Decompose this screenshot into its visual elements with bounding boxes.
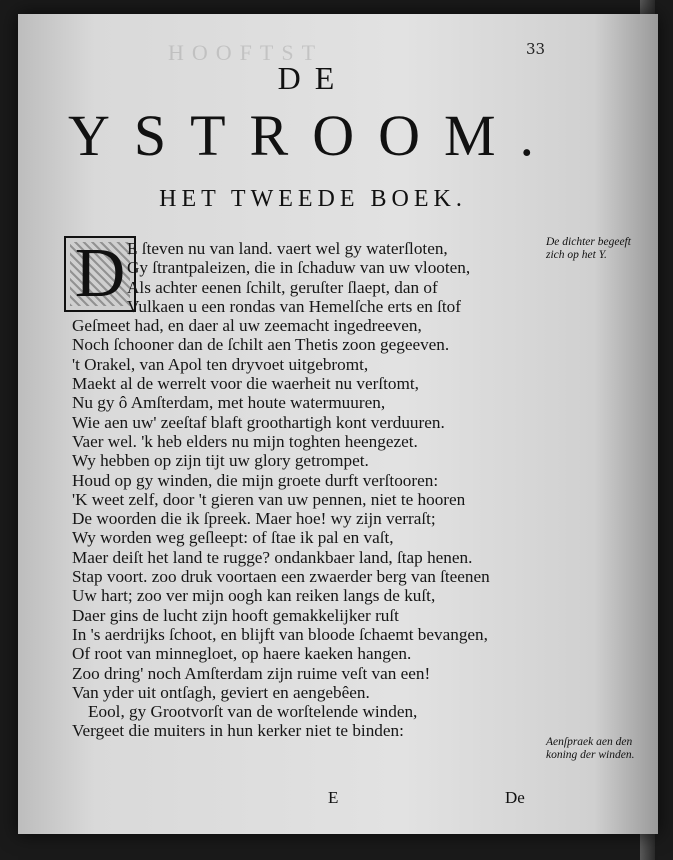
poem-line: Wy hebben op zijn tijt uw glory getrompet. [72, 451, 369, 471]
page-title: YSTROOM. [67, 103, 559, 168]
margin-note-address: Aenſpraek aen den koning der winden. [546, 736, 635, 761]
poem-line: 'K weet zelf, door 't gieren van uw pennen, niet te hooren [72, 489, 466, 509]
bleed-through-text: HOOFTST [168, 40, 324, 65]
poem-line: Maekt al de werrelt voor die waerheit nu verſtomt, [72, 374, 419, 394]
title-de: DE [277, 60, 349, 96]
poem-text [18, 239, 538, 741]
poem-line: Daer gins de lucht zijn hooft gemakkelijker ruſt [72, 605, 399, 625]
poem-line: Stap voort. zoo druk voortaen een zwaerder berg van ſteenen [72, 567, 490, 587]
poem-line: Of root van minnegloet, op haere kaeken hangen. [72, 644, 412, 664]
poem-line: Zoo dring' noch Amſterdam zijn ruime veſt van een! [72, 663, 431, 683]
poem-line: Als achter eenen ſchilt, geruſter ſlaept, dan of [127, 277, 438, 297]
poem-line: Uw hart; zoo ver mijn oogh kan reiken langs de kuſt, [72, 586, 436, 606]
poem-line: Wie aen uw' zeeſtaf blaft groothartigh kont verduuren. [72, 412, 445, 432]
signature-mark: E [328, 788, 339, 807]
poem-line: In 's aerdrijks ſchoot, en blijft van bloode ſchaemt bevangen, [72, 624, 488, 644]
poem-line: Maer deiſt het land te rugge? ondankbaer land, ſtap henen. [72, 547, 473, 567]
catchword: De [505, 788, 525, 807]
poem-line: De woorden die ik ſpreek. Maer hoe! wy zijn verraſt; [72, 509, 436, 529]
poem-line: Vulkaen u een rondas van Hemelſche erts en ſtof [127, 296, 461, 316]
poem-line: Vaer wel. 'k heb elders nu mijn toghten heengezet. [72, 431, 418, 451]
poem-line: Houd op gy winden, die mijn groete durft verſtooren: [72, 470, 439, 490]
margin-note-poet: De dichter begeeft zich op het Y. [546, 236, 631, 261]
poem-line: Eool, gy Grootvorſt van de worſtelende winden, [88, 702, 418, 722]
page-number: 33 [526, 40, 546, 58]
poem-line: Gy ſtrantpaleizen, die in ſchaduw van uw vlooten, [127, 258, 471, 278]
poem-line: Noch ſchooner dan de ſchilt aen Thetis zoon gegeeven. [72, 335, 450, 355]
book-page [18, 14, 658, 834]
poem-line: Van yder uit ontſagh, geviert en aengebêen. [72, 682, 370, 702]
poem-line: Wy worden weg geſleept: of ſtae ik pal en vaſt, [72, 528, 394, 548]
poem-line: 't Orakel, van Apol ten dryvoet uitgebromt, [72, 354, 369, 374]
dropcap-letter: D [74, 235, 126, 312]
poem-line: E ſteven nu van land. vaert wel gy waterſloten, [127, 239, 448, 258]
poem-line: Nu gy ô Amſterdam, met houte watermuuren, [72, 393, 386, 413]
poem-line: Geſmeet had, en daer al uw zeemacht ingedreeven, [72, 316, 422, 336]
book-subtitle: HET TWEEDE BOEK. [159, 186, 467, 212]
poem-line: Vergeet die muiters in hun kerker niet te binden: [72, 721, 404, 741]
